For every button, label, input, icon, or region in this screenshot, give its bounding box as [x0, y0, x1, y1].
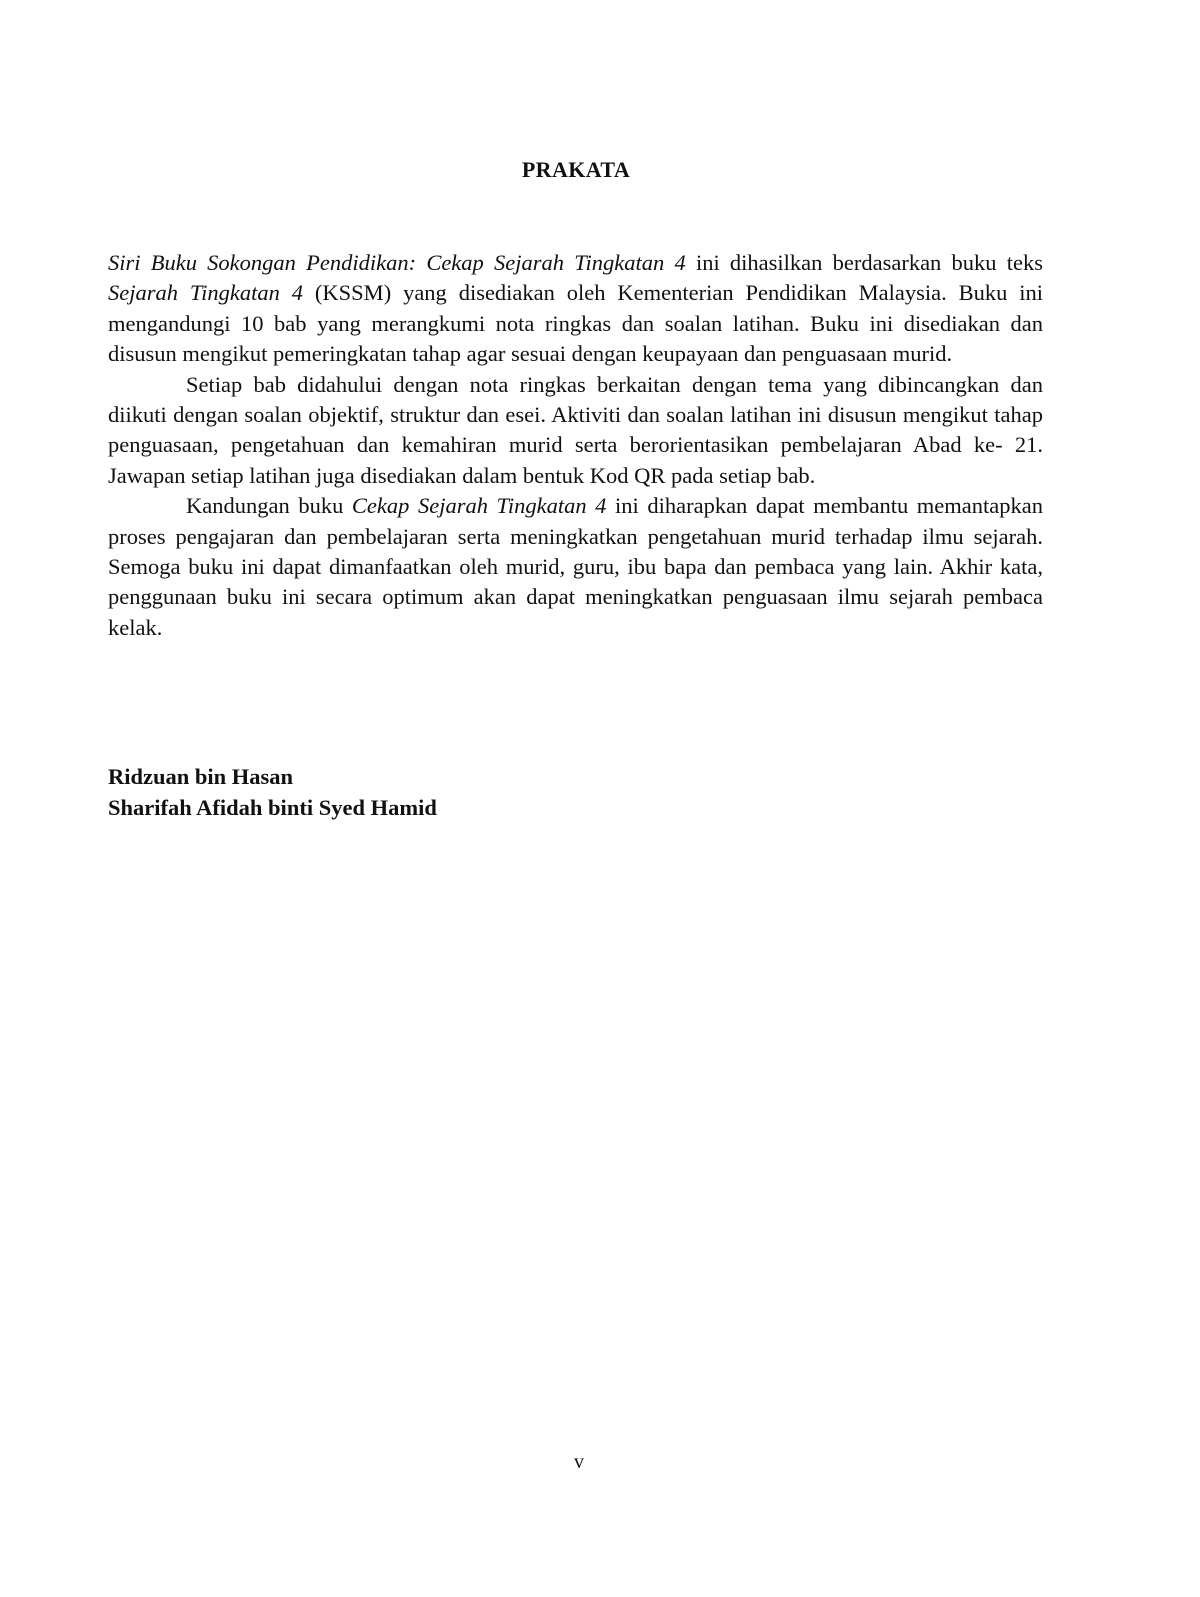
- page-title: PRAKATA: [521, 157, 631, 182]
- paragraph-1-text-a: ini dihasilkan berdasarkan buku teks: [685, 250, 1043, 275]
- author-name: Ridzuan bin Hasan: [108, 764, 294, 789]
- page-number: v: [574, 1451, 584, 1473]
- paragraph-3-text-b: ini diharapkan dapat membantu memantapkan proses pengajaran dan pembelajaran serta meningkatkan pengetahuan murid terhadap ilmu sejarah. Semoga buku ini dapat dimanfaatkan oleh murid, guru, ibu bapa dan pembaca yang lain. Akhir kata, penggunaan buku ini secara optimum akan dapat meningkatkan penguasaan ilmu sejarah pembaca kelak.: [108, 493, 1043, 640]
- paragraph-1-text-b: (KSSM) yang disediakan oleh Kementerian Pendidikan Malaysia. Buku ini mengandungi 10 bab yang merangkumi nota ringkas dan soalan latihan. Buku ini disediakan dan disusun mengikut pemeringkatan tahap agar sesuai dengan keupayaan dan penguasaan murid.: [108, 280, 1043, 367]
- author-signature-block: [108, 762, 808, 823]
- book-title: Cekap Sejarah Tingkatan 4: [351, 493, 607, 519]
- series-title: Siri Buku Sokongan Pendidikan: Cekap Sejarah Tingkatan 4: [108, 250, 686, 275]
- author-name: Sharifah Afidah binti Syed Hamid: [108, 794, 437, 820]
- preface-body: [108, 248, 1043, 643]
- paragraph-1: [108, 248, 1043, 370]
- paragraph-3-text-a: Kandungan buku: [186, 493, 352, 519]
- paragraph-2: Setiap bab didahului dengan nota ringkas berkaitan dengan tema yang dibincangkan dan diikuti dengan soalan objektif, struktur dan esei. Aktiviti dan soalan latihan ini disusun mengikut tahap penguasaan, pengetahuan dan kemahiran murid serta berorientasikan pembelajaran Abad ke- 21. Jawapan setiap latihan juga disediakan dalam bentuk Kod QR pada setiap bab.: [108, 371, 1043, 488]
- paragraph-3: [108, 491, 1043, 643]
- textbook-title: Sejarah Tingkatan 4: [108, 280, 304, 306]
